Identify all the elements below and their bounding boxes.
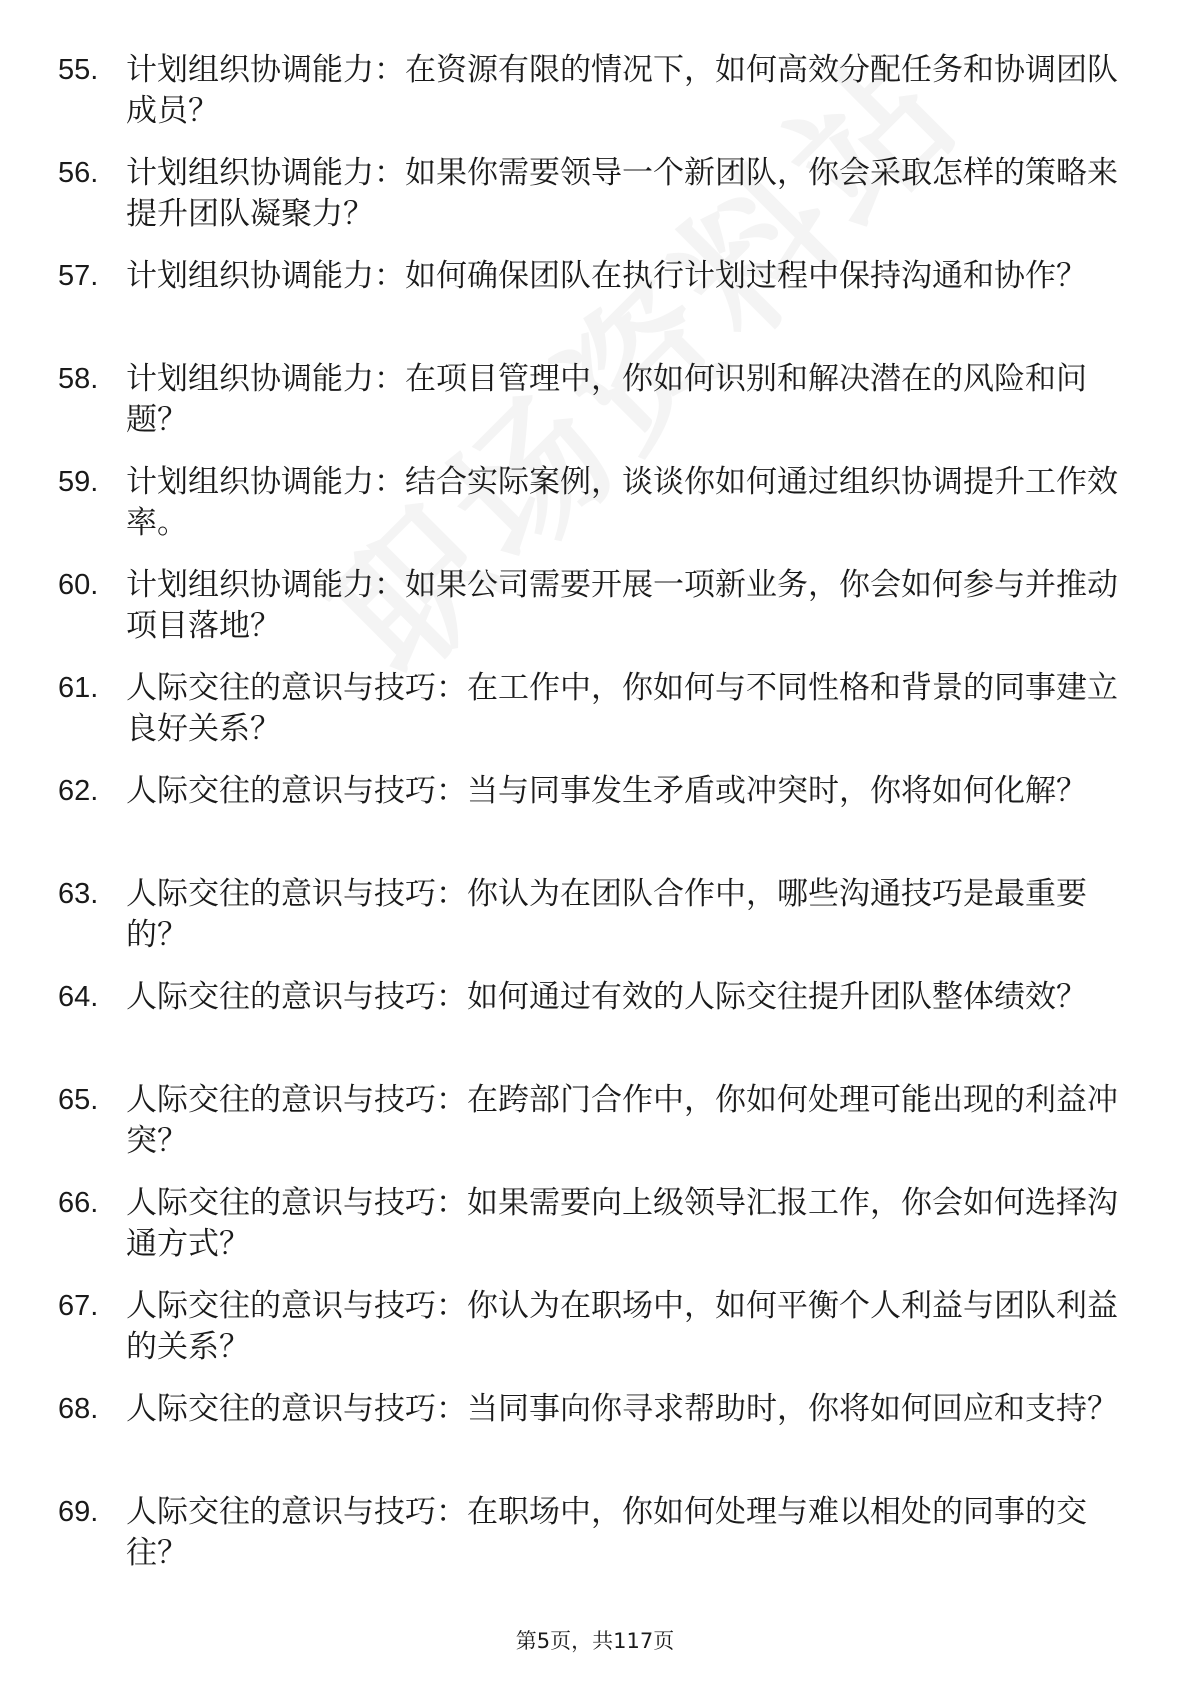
list-item [58,874,1118,956]
list-item [58,668,1118,750]
page-footer: 第5页，共117页 [515,1629,675,1653]
list-item [58,256,1118,338]
question-text: 计划组织协调能力：在项目管理中，你如何识别和解决潜在的风险和问题？ [126,361,1087,438]
question-text: 人际交往的意识与技巧：在跨部门合作中，你如何处理可能出现的利益冲突？ [126,1082,1118,1159]
question-number: 67. [58,1290,99,1322]
question-text: 人际交往的意识与技巧：如果需要向上级领导汇报工作，你会如何选择沟通方式？ [126,1185,1118,1262]
question-text: 计划组织协调能力：如果你需要领导一个新团队，你会采取怎样的策略来提升团队凝聚力？ [126,155,1118,232]
question-number: 58. [58,363,99,395]
list-item [58,359,1118,441]
question-text: 计划组织协调能力：结合实际案例，谈谈你如何通过组织协调提升工作效率。 [126,464,1118,541]
question-number: 69. [58,1496,99,1528]
list-item [58,1389,1118,1471]
list-item [58,977,1118,1059]
question-text: 计划组织协调能力：如果公司需要开展一项新业务，你会如何参与并推动项目落地？ [126,567,1118,644]
question-number: 61. [58,672,99,704]
question-text: 人际交往的意识与技巧：在职场中，你如何处理与难以相处的同事的交往？ [126,1494,1087,1571]
list-item [58,1183,1118,1265]
list-item [58,1080,1118,1162]
question-text: 人际交往的意识与技巧：当与同事发生矛盾或冲突时，你将如何化解？ [126,773,1087,809]
list-item [58,1492,1118,1574]
question-text: 人际交往的意识与技巧：当同事向你寻求帮助时，你将如何回应和支持？ [126,1391,1118,1427]
list-item [58,771,1118,853]
list-item [58,462,1118,544]
question-number: 64. [58,981,99,1013]
question-number: 63. [58,878,99,910]
question-text: 人际交往的意识与技巧：如何通过有效的人际交往提升团队整体绩效？ [126,979,1087,1015]
list-item [58,50,1118,132]
question-number: 68. [58,1393,99,1425]
question-number: 66. [58,1187,99,1219]
question-text: 人际交往的意识与技巧：在工作中，你如何与不同性格和背景的同事建立良好关系？ [126,670,1118,747]
question-number: 65. [58,1084,99,1116]
question-number: 55. [58,54,99,86]
question-number: 62. [58,775,99,807]
question-number: 56. [58,157,99,189]
question-number: 59. [58,466,99,498]
question-text: 人际交往的意识与技巧：你认为在职场中，如何平衡个人利益与团队利益的关系？ [126,1288,1118,1365]
question-text: 计划组织协调能力：如何确保团队在执行计划过程中保持沟通和协作？ [126,258,1087,294]
list-item [58,1286,1118,1368]
question-number: 60. [58,569,99,601]
list-item [58,153,1118,235]
question-text: 人际交往的意识与技巧：你认为在团队合作中，哪些沟通技巧是最重要的？ [126,876,1087,953]
question-number: 57. [58,260,99,292]
list-item [58,565,1118,647]
question-list [58,50,1118,1595]
question-text: 计划组织协调能力：在资源有限的情况下，如何高效分配任务和协调团队成员？ [126,52,1118,129]
